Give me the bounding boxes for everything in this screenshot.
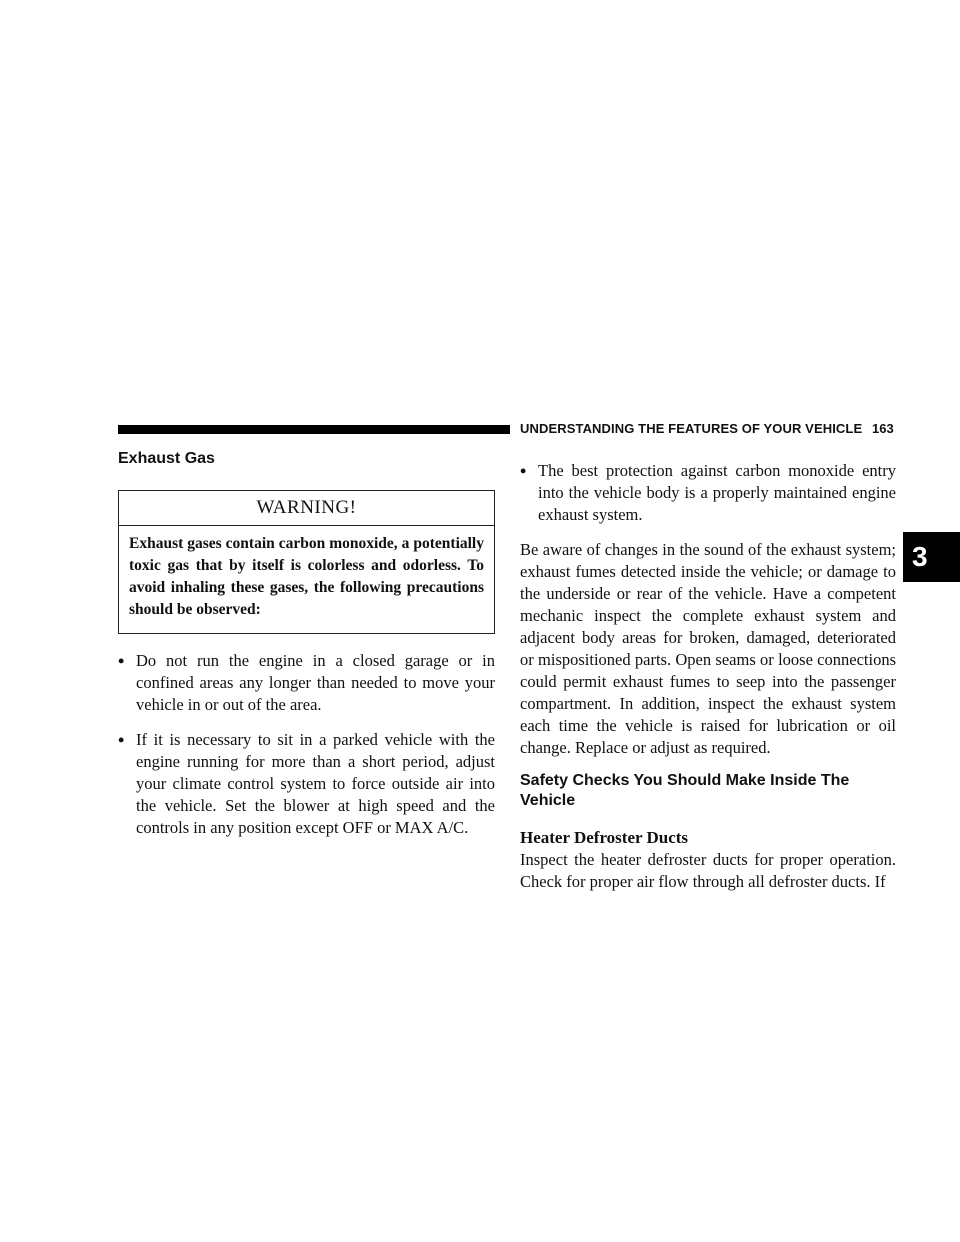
list-item [118, 729, 495, 839]
body-paragraph: Be aware of changes in the sound of the exhaust system; exhaust fumes detected inside the vehicle; or damage to the underside or rear of the vehicle. Have a competent mechanic inspect the complete exhaust system and adjacent body areas for broken, damaged, deteriorated or mispositioned parts. Open seams or loose connections could permit exhaust fumes to seep into the passenger compartment. In addition, inspect the exhaust system each time the vehicle is raised for lubrication or oil change. Replace or adjust as required. [520, 540, 896, 757]
body-paragraph: Inspect the heater defroster ducts for proper operation. Check for proper air flow through all defroster ducts. If [520, 850, 896, 891]
list-item-text: The best protection against carbon monoxide entry into the vehicle body is a properly maintained engine exhaust system. [538, 461, 896, 524]
left-column [118, 450, 495, 839]
running-header: UNDERSTANDING THE FEATURES OF YOUR VEHICLE [520, 421, 863, 436]
list-item-text: If it is necessary to sit in a parked vehicle with the engine running for more than a short period, adjust your climate control system to force outside air into the vehicle. Set the blower at high speed and the controls in any position except OFF or MAX A/C. [136, 730, 495, 837]
list-item [520, 460, 896, 526]
list-item-text: Do not run the engine in a closed garage or in confined areas any longer than needed to move your vehicle in or out of the area. [136, 651, 495, 714]
bullet-icon: • [520, 461, 527, 481]
header-rule [118, 425, 510, 434]
bullet-list [118, 650, 495, 839]
warning-box [118, 490, 495, 634]
subsection-heading: Heater Defroster Ducts [520, 828, 689, 847]
chapter-tab: 3 [903, 532, 960, 582]
bullet-icon: • [118, 651, 125, 671]
bullet-icon: • [118, 730, 125, 750]
list-item [118, 650, 495, 716]
warning-title: WARNING! [119, 491, 494, 526]
page-number: 163 [872, 421, 894, 436]
section-heading: Exhaust Gas [118, 450, 215, 467]
bullet-list [520, 460, 896, 526]
section-heading: Safety Checks You Should Make Inside The Vehicle [520, 772, 850, 809]
warning-text: Exhaust gases contain carbon monoxide, a potentially toxic gas that by itself is colorless and odorless. To avoid inhaling these gases, the following precautions should be observed: [129, 535, 484, 618]
right-column [520, 460, 896, 893]
